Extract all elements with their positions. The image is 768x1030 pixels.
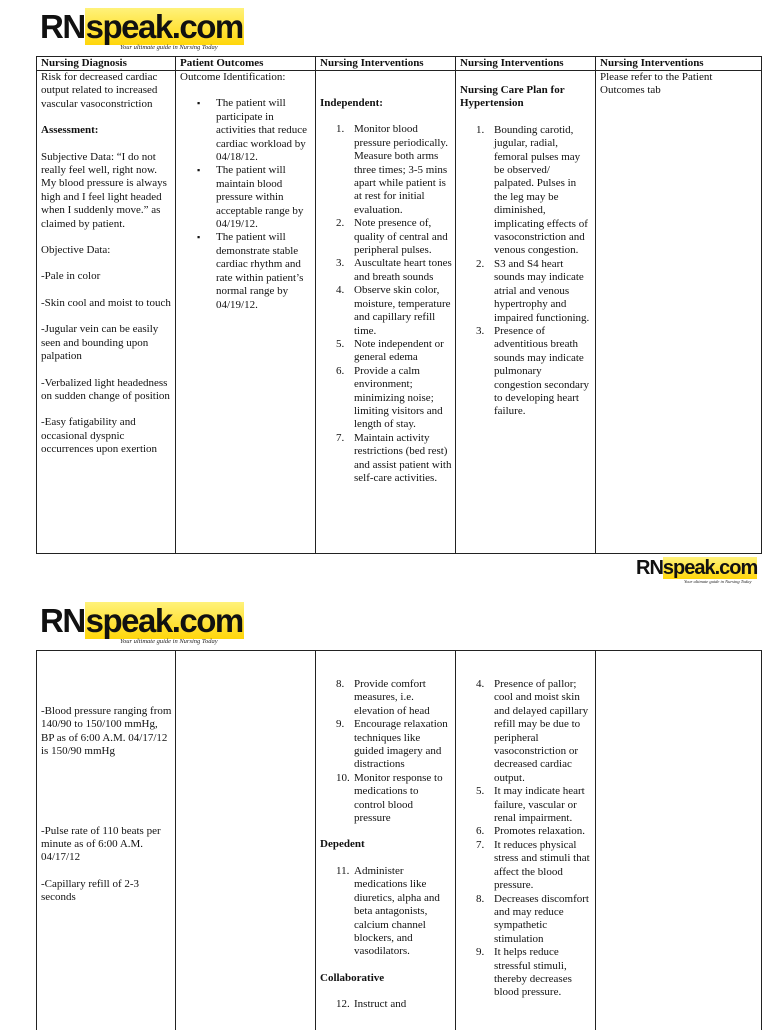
- intervention-item: 11. Administer medications like diuretics, alpha and beta antagonists, calcium channel blockers, and vasodilators.: [336, 864, 440, 958]
- objective-item: -Skin cool and moist to touch: [41, 296, 171, 309]
- outcome-item: ▪ The patient will maintain blood pressure within acceptable range by 04/19/12.: [180, 164, 312, 231]
- objective-item: -Pale in color: [41, 270, 101, 283]
- intervention-item: 10. Monitor response to medications to control blood pressure: [336, 771, 443, 825]
- intervention-item: 4. Observe skin color, moisture, temperature and capillary refill time.: [336, 284, 451, 337]
- brand-logo: [40, 8, 243, 54]
- intervention-item: 12. Instruct and: [336, 998, 407, 1011]
- intervention-list: [320, 998, 452, 1011]
- interventions-cell: [316, 678, 456, 1012]
- dependent-heading: Depedent: [320, 838, 365, 851]
- diagnosis-text: Risk for decreased cardiac output related to increased vascular vasoconstriction: [41, 71, 158, 110]
- outcome-list: [180, 97, 312, 312]
- objective-item: -Capillary refill of 2-3 seconds: [41, 877, 140, 904]
- brand-logo: [40, 602, 243, 648]
- logo-wordmark: RNspeak.com: [40, 602, 243, 639]
- intervention-item: 5. Note independent or general edema: [336, 337, 444, 364]
- intervention-list: [320, 123, 452, 485]
- rationale-item: 1. Bounding carotid, jugular, radial, femoral pulses may be observed/ palpated. Pulses in the leg may be diminished, implicating effects of vasoconstriction and venous congestion.: [476, 123, 588, 257]
- table-header-row: [37, 57, 761, 71]
- logo-tagline: Your ultimate guide in Nursing Today: [120, 44, 218, 51]
- objective-item: -Easy fatigability and occasional dyspnic occurrences upon exertion: [41, 416, 158, 456]
- rationale-item: 3. Presence of adventitious breath sounds may indicate pulmonary congestion secondary to developing heart failure.: [476, 324, 589, 418]
- rationale-cell: [456, 678, 596, 1000]
- evaluation-cell: [596, 71, 761, 111]
- intervention-list: [320, 678, 452, 825]
- logo-tagline: Your ultimate guide in Nursing Today: [120, 638, 218, 645]
- rationale-item: 7. It reduces physical stress and stimuli that affect the blood pressure.: [476, 838, 590, 892]
- subjective-data: Subjective Data: “I do not really feel well, right now. My blood pressure is always high and I feel light headed when I suddenly move.” as claimed by patient.: [41, 150, 167, 230]
- rationale-item: 8. Decreases discomfort and may reduce sympathetic stimulation: [476, 892, 589, 945]
- rationale-item: 9. It helps reduce stressful stimuli, thereby decreases blood pressure.: [476, 946, 572, 999]
- collaborative-heading: Collaborative: [320, 971, 385, 984]
- rationale-item: 6. Promotes relaxation.: [476, 825, 586, 838]
- intervention-item: 8. Provide comfort measures, i.e. elevation of head: [336, 678, 430, 717]
- independent-heading: Independent:: [320, 97, 383, 109]
- objective-item: -Jugular vein can be easily seen and bounding upon palpation: [41, 323, 159, 363]
- rationale-cell: [456, 84, 596, 419]
- outcome-item: ▪ The patient will participate in activities that reduce cardiac workload by 04/18/12.: [180, 97, 312, 164]
- assessment-heading: Assessment:: [41, 124, 99, 137]
- logo-wordmark: RNspeak.com: [636, 557, 758, 579]
- rationale-item: 5. It may indicate heart failure, vascular or renal impairment.: [476, 785, 585, 825]
- logo-wordmark: RNspeak.com: [40, 8, 243, 45]
- footer-brand-logo: [636, 558, 762, 588]
- logo-tagline: Your ultimate guide in Nursing Today: [684, 579, 752, 584]
- objective-item: -Blood pressure ranging from 140/90 to 150/100 mmHg, BP as of 6:00 A.M. 04/17/12 is 150/90 mmHg: [41, 705, 172, 758]
- header-nursing-interventions: Nursing Interventions: [320, 57, 424, 69]
- rationale-list: [460, 124, 592, 419]
- column-divider: [176, 651, 316, 1030]
- outcomes-cell: [176, 71, 316, 312]
- intervention-item: 2. Note presence of, quality of central and peripheral pulses.: [336, 217, 448, 257]
- intervention-item: 1. Monitor blood pressure periodically. Measure both arms three times; 3-5 mins apart while patient is at rest for initial evaluation.: [336, 123, 448, 216]
- care-plan-table-page2: [36, 650, 762, 1030]
- care-plan-table-page1: [36, 56, 762, 554]
- header-patient-outcomes: Patient Outcomes: [180, 57, 264, 69]
- header-nursing-interventions: Nursing Interventions: [460, 57, 564, 69]
- rationale-item: 2. S3 and S4 heart sounds may indicate atrial and venous hypertrophy and impaired functioning.: [476, 257, 590, 324]
- outcome-intro: Outcome Identification:: [180, 71, 286, 83]
- objective-heading: Objective Data:: [41, 244, 111, 257]
- interventions-cell: [316, 97, 456, 485]
- intervention-list: [320, 865, 452, 959]
- header-nursing-interventions: Nursing Interventions: [600, 57, 704, 69]
- outcome-item: ▪ The patient will demonstrate stable cardiac rhythm and rate within patient’s normal range by 04/19/12.: [180, 231, 312, 311]
- evaluation-text: Please refer to the Patient Outcomes tab: [600, 71, 713, 97]
- intervention-item: 3. Auscultate heart tones and breath sounds: [336, 257, 452, 283]
- rationale-item: 4. Presence of pallor; cool and moist skin and delayed capillary refill may be due to peripheral vasoconstriction or decreased cardiac output.: [476, 678, 589, 784]
- objective-item: -Pulse rate of 110 beats per minute as of 6:00 A.M. 04/17/12: [41, 824, 161, 864]
- intervention-item: 6. Provide a calm environment; minimizing noise; limiting visitors and length of stay.: [336, 364, 443, 431]
- intervention-item: 7. Maintain activity restrictions (bed rest) and assist patient with self-care activities.: [336, 431, 452, 484]
- objective-item: -Verbalized light headedness on sudden change of position: [41, 376, 170, 402]
- rationale-list: [460, 678, 592, 1000]
- diagnosis-cell: [37, 705, 176, 918]
- diagnosis-cell: [37, 71, 176, 470]
- intervention-item: 9. Encourage relaxation techniques like guided imagery and distractions: [336, 718, 448, 771]
- header-nursing-diagnosis: Nursing Diagnosis: [41, 57, 127, 69]
- care-plan-heading: Nursing Care Plan for Hypertension: [460, 84, 565, 110]
